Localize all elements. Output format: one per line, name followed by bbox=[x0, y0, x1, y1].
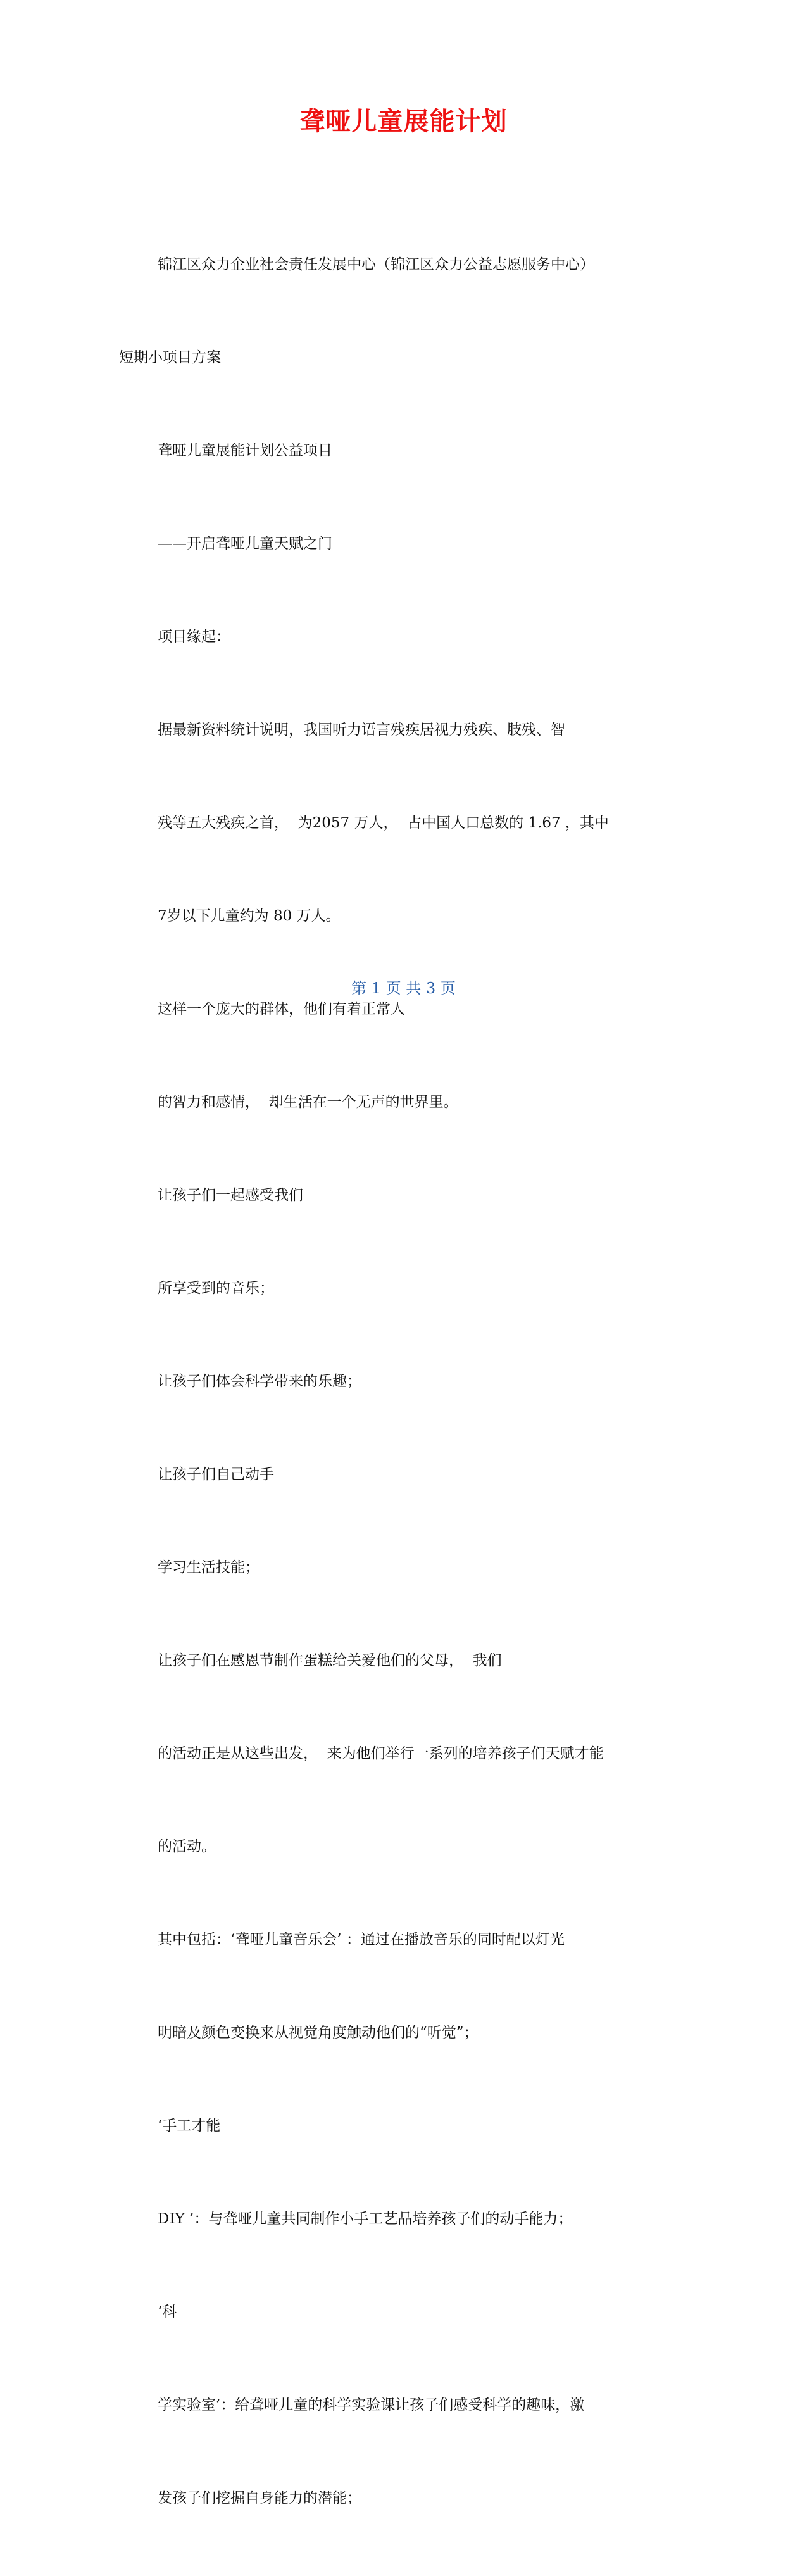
paragraph-line: 的智力和感情， 却生活在一个无声的世界里。 bbox=[158, 1094, 458, 1110]
paragraph-line: 7岁以下儿童约为 80 万人。 bbox=[158, 908, 341, 924]
paragraph-line: 让孩子们自己动手 bbox=[158, 1466, 274, 1483]
paragraph-line: 让孩子们在感恩节制作蛋糕给关爱他们的父母， 我们 bbox=[158, 1652, 502, 1669]
paragraph-line: 明暗及颜色变换来从视觉角度触动他们的“听觉”； bbox=[158, 2025, 479, 2041]
page-indicator: 第 1 页 共 3 页 bbox=[351, 979, 456, 997]
paragraph-line: 锦江区众力企业社会责任发展中心（锦江区众力公益志愿服务中心） bbox=[158, 256, 594, 273]
paragraph-line: 发孩子们挖掘自身能力的潜能； bbox=[158, 2490, 361, 2506]
paragraph-line: 的活动。 bbox=[158, 1838, 216, 1855]
paragraph-line: 让孩子们体会科学带来的乐趣； bbox=[158, 1373, 361, 1390]
paragraph-line: 让孩子们一起感受我们 bbox=[158, 1187, 303, 1203]
paragraph-line: 聋哑儿童展能计划公益项目 bbox=[158, 443, 332, 459]
paragraph-line: ‘科 bbox=[158, 2304, 177, 2320]
paragraph-line: 所享受到的音乐； bbox=[158, 1280, 274, 1297]
paragraph-line: 其中包括：‘聋哑儿童音乐会’ ：通过在播放音乐的同时配以灯光 bbox=[158, 1932, 565, 1948]
paragraph-line: ——开启聋哑儿童天赋之门 bbox=[158, 536, 332, 552]
paragraph-line: 的活动正是从这些出发， 来为他们举行一系列的培养孩子们天赋才能 bbox=[158, 1745, 604, 1762]
paragraph-line: DIY ’：与聋哑儿童共同制作小手工艺品培养孩子们的动手能力； bbox=[158, 2211, 573, 2227]
paragraph-line: 短期小项目方案 bbox=[119, 349, 221, 366]
paragraph-line: 残等五大残疾之首， 为2057 万人， 占中国人口总数的 1.67 ，其中 bbox=[158, 815, 609, 831]
paragraph-line: 项目缘起： bbox=[158, 629, 230, 645]
paragraph-line: 学习生活技能； bbox=[158, 1559, 260, 1576]
paragraph-line: 学实验室’：给聋哑儿童的科学实验课让孩子们感受科学的趣味，激 bbox=[158, 2397, 585, 2413]
document-body bbox=[119, 187, 644, 2576]
paragraph-line: 这样一个庞大的群体，他们有着正常人 bbox=[158, 1001, 405, 1017]
document-title: 聋哑儿童展能计划 bbox=[299, 107, 508, 136]
paragraph-line: ‘手工才能 bbox=[158, 2118, 221, 2134]
paragraph-line: 据最新资料统计说明，我国听力语言残疾居视力残疾、肢残、智 bbox=[158, 722, 565, 738]
